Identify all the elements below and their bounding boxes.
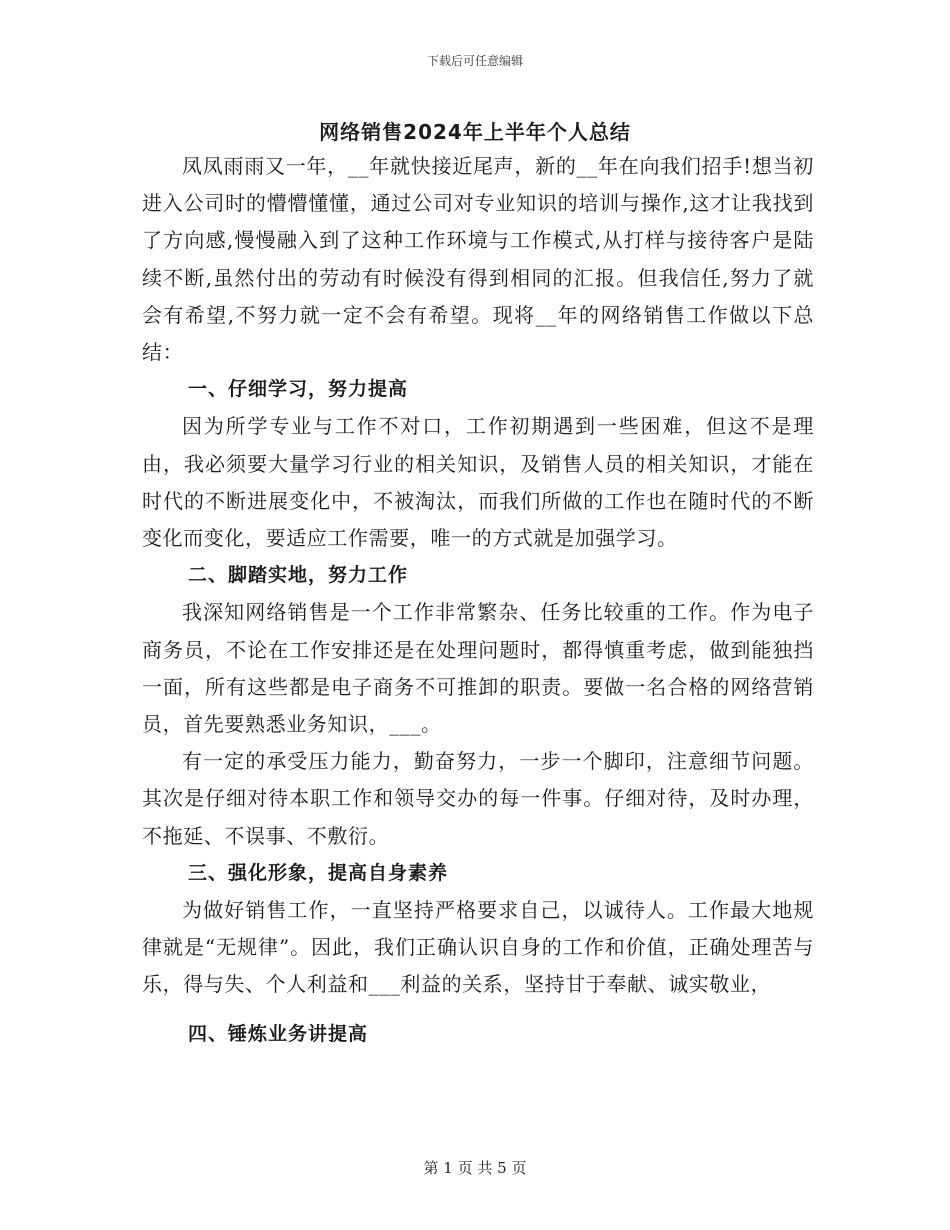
section-1-paragraph-1: 因为所学专业与工作不对口，工作初期遇到一些困难，但这不是理由，我必须要大量学习行业的相关知识，及销售人员的相关知识，才能在时代的不断进展变化中，不被淘汰，而我们所做的工作也在随时代的不断变化而变化，要适应工作需要，唯一的方式就是加强学习。: [142, 414, 814, 551]
section-2-paragraph-1: 我深知网络销售是一个工作非常繁杂、任务比较重的工作。作为电子商务员，不论在工作安排还是在处理问题时，都得慎重考虑，做到能独挡一面，所有这些都是电子商务不可推卸的职责。要做一名合格的网络营销员，首先要熟悉业务知识，___。: [142, 600, 814, 737]
page-number: 第 1 页 共 5 页: [423, 1159, 527, 1177]
section-2-paragraph-2: 有一定的承受压力能力，勤奋努力，一步一个脚印，注意细节问题。其次是仔细对待本职工作和领导交办的每一件事。仔细对待，及时办理，不拖延、不误事、不敷衍。: [142, 749, 814, 848]
section-3-paragraph-1: 为做好销售工作，一直坚持严格要求自己，以诚待人。工作最大地规律就是“无规律”。因此，我们正确认识自身的工作和价值，正确处理苦与乐，得与失、个人利益和___利益的关系，坚持甘于奉献、诚实敬业，: [142, 898, 814, 997]
section-heading-4: 四、锤炼业务讲提高: [188, 1022, 369, 1045]
section-heading-3: 三、强化形象，提高自身素养: [188, 861, 449, 884]
header-note: 下载后可任意编辑: [426, 54, 523, 68]
document-body: [142, 148, 814, 1053]
document-title: 网络销售2024年上半年个人总结: [319, 120, 631, 144]
section-heading-1: 一、仔细学习，努力提高: [188, 378, 409, 401]
intro-paragraph: 凤凤雨雨又一年，__年就快接近尾声，新的__年在向我们招手!想当初进入公司时的懵懵懂懂，通过公司对专业知识的培训与操作,这才让我找到了方向感,慢慢融入到了这种工作环境与工作模式,从打样与接待客户是陆续不断,虽然付出的劳动有时候没有得到相同的汇报。但我信任,努力了就会有希望,不努力就一定不会有希望。现将__年的网络销售工作做以下总结：: [142, 154, 814, 365]
section-heading-2: 二、脚踏实地，努力工作: [188, 564, 409, 587]
